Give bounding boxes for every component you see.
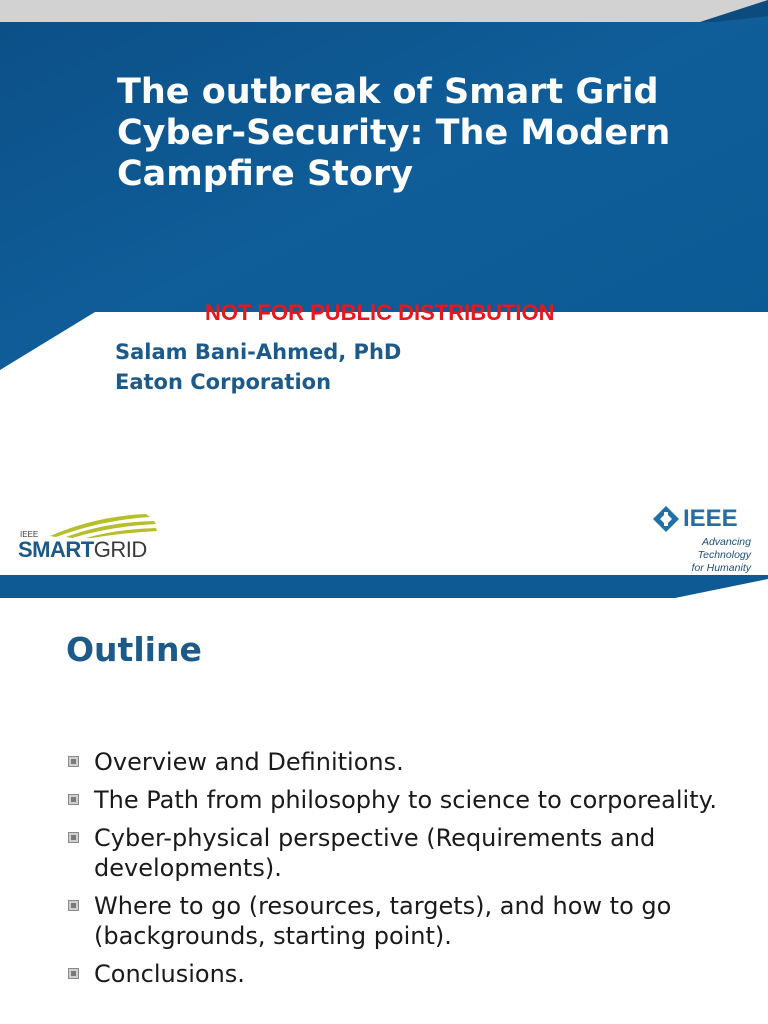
list-item-text: Where to go (resources, targets), and how to go (backgrounds, starting point). xyxy=(94,892,672,950)
ieee-logo xyxy=(652,505,757,574)
author-organization: Eaton Corporation xyxy=(115,370,332,394)
slide-title: The outbreak of Smart Grid Cyber-Security: The Modern Campfire Story xyxy=(117,72,671,194)
bottom-blue-bar xyxy=(0,574,768,598)
ieee-tagline xyxy=(654,536,751,575)
distribution-notice: NOT FOR PUBLIC DISTRIBUTION xyxy=(205,300,555,325)
square-bullet-icon xyxy=(68,794,79,805)
list-item-text: The Path from philosophy to science to corporeality. xyxy=(94,786,718,814)
ieee-tagline-line-2: for Humanity xyxy=(691,562,751,574)
ieee-smartgrid-logo xyxy=(18,512,158,562)
smartgrid-wordmark xyxy=(18,538,147,562)
list-item xyxy=(66,747,726,777)
smartgrid-smart-text: SMART xyxy=(18,537,94,562)
smartgrid-arcs-icon xyxy=(46,512,158,538)
ieee-wordmark: IEEE xyxy=(683,505,738,532)
list-item-text: Cyber-physical perspective (Requirements and developments). xyxy=(94,824,656,882)
ieee-diamond-icon xyxy=(652,505,680,533)
list-item xyxy=(66,959,726,989)
square-bullet-icon xyxy=(68,832,79,843)
list-item xyxy=(66,785,726,815)
ieee-tagline-line-1: Advancing Technology xyxy=(697,536,751,561)
list-item xyxy=(66,891,726,951)
list-item-text: Overview and Definitions. xyxy=(94,748,404,776)
square-bullet-icon xyxy=(68,968,79,979)
smartgrid-ieee-label: IEEE xyxy=(20,530,39,539)
outline-title: Outline xyxy=(66,630,202,669)
square-bullet-icon xyxy=(68,900,79,911)
outline-list xyxy=(66,747,726,997)
author-name: Salam Bani-Ahmed, PhD xyxy=(115,340,402,364)
list-item xyxy=(66,823,726,883)
outline-slide xyxy=(0,598,768,1024)
ieee-mark xyxy=(652,505,738,533)
author-block xyxy=(115,337,401,397)
list-item-text: Conclusions. xyxy=(94,960,245,988)
square-bullet-icon xyxy=(68,756,79,767)
smartgrid-grid-text: GRID xyxy=(93,537,147,562)
